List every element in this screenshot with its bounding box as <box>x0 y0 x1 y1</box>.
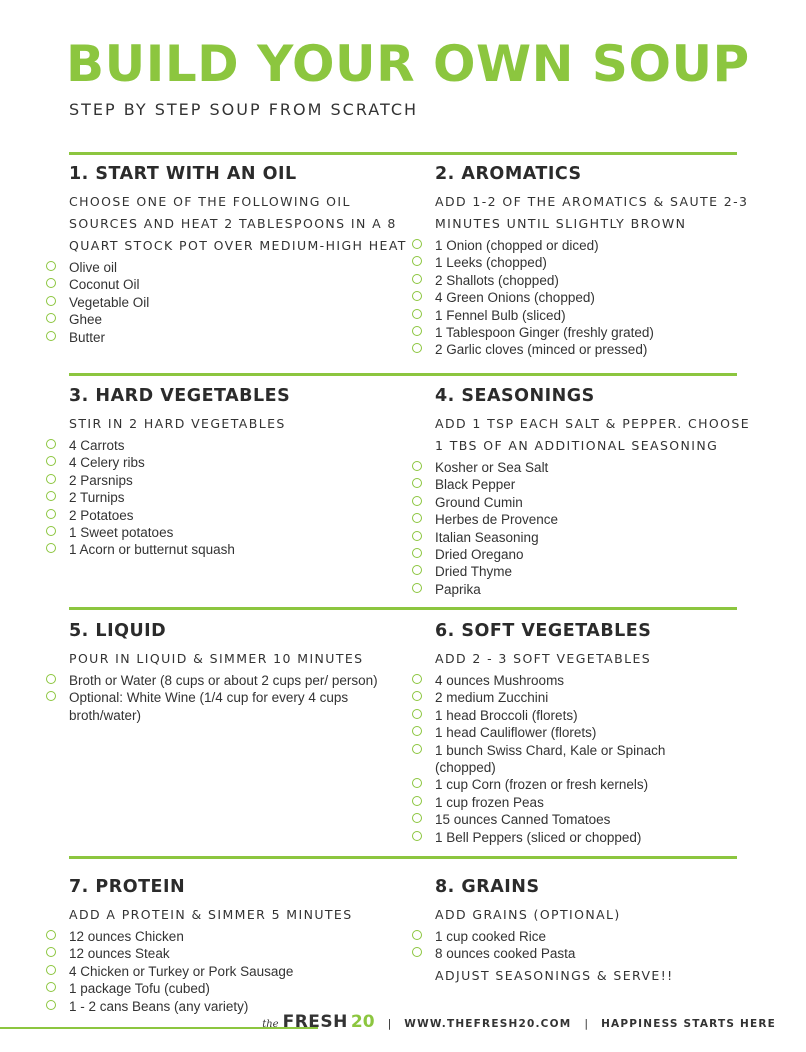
section-title: 8. GRAINS <box>435 877 540 897</box>
section-title: 2. AROMATICS <box>435 164 582 184</box>
list-item[interactable]: 1 Fennel Bulb (sliced) <box>435 307 755 324</box>
list-item[interactable]: 4 Chicken or Turkey or Pork Sausage <box>69 963 399 980</box>
list-item[interactable]: 1 Tablespoon Ginger (freshly grated) <box>435 324 755 341</box>
page-subtitle: STEP BY STEP SOUP FROM SCRATCH <box>69 100 419 119</box>
footer <box>262 1012 776 1036</box>
list-item[interactable]: 1 Leeks (chopped) <box>435 254 755 271</box>
list-item[interactable]: 2 Turnips <box>69 489 399 506</box>
circle-outline-icon[interactable] <box>412 256 422 266</box>
list-item[interactable]: Herbes de Provence <box>435 511 755 528</box>
footer-separator: | <box>387 1017 392 1030</box>
circle-outline-icon[interactable] <box>46 674 56 684</box>
circle-outline-icon[interactable] <box>46 509 56 519</box>
list-item[interactable]: 1 package Tofu (cubed) <box>69 980 399 997</box>
circle-outline-icon[interactable] <box>46 930 56 940</box>
circle-outline-icon[interactable] <box>46 331 56 341</box>
section-divider <box>69 607 737 610</box>
section-seasonings <box>435 385 755 598</box>
section-title: 4. SEASONINGS <box>435 386 595 406</box>
list-item[interactable]: 1 - 2 cans Beans (any variety) <box>69 998 399 1015</box>
ingredient-list <box>69 437 399 559</box>
circle-outline-icon[interactable] <box>412 478 422 488</box>
circle-outline-icon[interactable] <box>46 491 56 501</box>
ingredient-list <box>435 928 755 963</box>
circle-outline-icon[interactable] <box>412 744 422 754</box>
section-hard-vegetables <box>69 385 399 559</box>
section-aromatics <box>435 163 755 359</box>
list-item[interactable]: 2 medium Zucchini <box>435 689 685 706</box>
circle-outline-icon[interactable] <box>412 709 422 719</box>
circle-outline-icon[interactable] <box>412 726 422 736</box>
list-item[interactable]: Broth or Water (8 cups or about 2 cups per/ person) <box>69 672 389 689</box>
list-item[interactable]: 1 Sweet potatoes <box>69 524 399 541</box>
list-item[interactable]: Paprika <box>435 581 755 598</box>
section-title: 5. LIQUID <box>69 621 167 641</box>
circle-outline-icon[interactable] <box>46 456 56 466</box>
circle-outline-icon[interactable] <box>46 526 56 536</box>
ingredient-list <box>435 459 755 598</box>
section-title: 7. PROTEIN <box>69 877 186 897</box>
list-item[interactable]: Dried Thyme <box>435 563 755 580</box>
circle-outline-icon[interactable] <box>412 531 422 541</box>
section-title: 6. SOFT VEGETABLES <box>435 621 652 641</box>
circle-outline-icon[interactable] <box>46 261 56 271</box>
section-instructions: ADD 1 TSP EACH SALT & PEPPER. CHOOSE 1 TBS OF AN ADDITIONAL SEASONING <box>435 416 751 453</box>
list-item[interactable]: Butter <box>69 329 409 346</box>
section-protein <box>69 876 399 1015</box>
circle-outline-icon[interactable] <box>412 239 422 249</box>
list-item[interactable]: Coconut Oil <box>69 276 409 293</box>
section-instructions: ADD 2 - 3 SOFT VEGETABLES <box>435 651 652 666</box>
circle-outline-icon[interactable] <box>46 965 56 975</box>
list-item[interactable]: 2 Garlic cloves (minced or pressed) <box>435 341 755 358</box>
circle-outline-icon[interactable] <box>412 583 422 593</box>
list-item[interactable]: Optional: White Wine (1/4 cup for every 4 cups broth/water) <box>69 689 389 724</box>
list-item[interactable]: 12 ounces Chicken <box>69 928 399 945</box>
circle-outline-icon[interactable] <box>46 474 56 484</box>
list-item[interactable]: 1 cup frozen Peas <box>435 794 685 811</box>
list-item[interactable]: 1 cup cooked Rice <box>435 928 755 945</box>
circle-outline-icon[interactable] <box>412 274 422 284</box>
circle-outline-icon[interactable] <box>412 778 422 788</box>
circle-outline-icon[interactable] <box>46 1000 56 1010</box>
circle-outline-icon[interactable] <box>46 982 56 992</box>
ingredient-list <box>69 672 389 724</box>
list-item[interactable]: 1 head Cauliflower (florets) <box>435 724 685 741</box>
circle-outline-icon[interactable] <box>412 496 422 506</box>
list-item[interactable]: Ghee <box>69 311 409 328</box>
section-oil <box>69 163 409 346</box>
ingredient-list <box>435 237 755 359</box>
section-instructions: ADD A PROTEIN & SIMMER 5 MINUTES <box>69 907 353 922</box>
page-title: BUILD YOUR OWN SOUP <box>66 35 750 93</box>
section-instructions: POUR IN LIQUID & SIMMER 10 MINUTES <box>69 651 364 666</box>
circle-outline-icon[interactable] <box>412 831 422 841</box>
footer-separator: | <box>584 1017 589 1030</box>
list-item[interactable]: 1 cup Corn (frozen or fresh kernels) <box>435 776 685 793</box>
section-title: 1. START WITH AN OIL <box>69 164 297 184</box>
list-item[interactable]: 4 Celery ribs <box>69 454 399 471</box>
list-item[interactable]: 1 Acorn or butternut squash <box>69 541 399 558</box>
circle-outline-icon[interactable] <box>412 326 422 336</box>
list-item[interactable]: Vegetable Oil <box>69 294 409 311</box>
list-item[interactable]: 2 Shallots (chopped) <box>435 272 755 289</box>
list-item[interactable]: 4 ounces Mushrooms <box>435 672 685 689</box>
list-item[interactable]: 4 Carrots <box>69 437 399 454</box>
section-divider <box>69 152 737 155</box>
list-item[interactable]: 15 ounces Canned Tomatoes <box>435 811 685 828</box>
section-divider <box>69 373 737 376</box>
circle-outline-icon[interactable] <box>46 947 56 957</box>
circle-outline-icon[interactable] <box>412 343 422 353</box>
section-grains <box>435 876 755 989</box>
circle-outline-icon[interactable] <box>412 813 422 823</box>
footer-website-link[interactable]: WWW.THEFRESH20.COM <box>404 1018 572 1030</box>
circle-outline-icon[interactable] <box>412 461 422 471</box>
list-item[interactable]: Dried Oregano <box>435 546 755 563</box>
circle-outline-icon[interactable] <box>412 796 422 806</box>
circle-outline-icon[interactable] <box>46 278 56 288</box>
circle-outline-icon[interactable] <box>412 674 422 684</box>
circle-outline-icon[interactable] <box>46 439 56 449</box>
circle-outline-icon[interactable] <box>412 291 422 301</box>
list-item[interactable]: 2 Potatoes <box>69 507 399 524</box>
circle-outline-icon[interactable] <box>412 565 422 575</box>
section-soft-vegetables <box>435 620 755 846</box>
section-liquid <box>69 620 389 724</box>
final-note: ADJUST SEASONINGS & SERVE!! <box>435 967 674 983</box>
list-item[interactable]: Kosher or Sea Salt <box>435 459 755 476</box>
circle-outline-icon[interactable] <box>46 543 56 553</box>
ingredient-list <box>69 928 399 1015</box>
circle-outline-icon[interactable] <box>412 548 422 558</box>
circle-outline-icon[interactable] <box>46 313 56 323</box>
list-item[interactable]: 1 Onion (chopped or diced) <box>435 237 755 254</box>
circle-outline-icon[interactable] <box>412 930 422 940</box>
circle-outline-icon[interactable] <box>46 691 56 701</box>
list-item[interactable]: Ground Cumin <box>435 494 755 511</box>
section-instructions: CHOOSE ONE OF THE FOLLOWING OIL SOURCES AND HEAT 2 TABLESPOONS IN A 8 QUART STOCK POT OVER MEDIUM-HIGH HEAT <box>69 194 407 253</box>
list-item[interactable]: 1 Bell Peppers (sliced or chopped) <box>435 829 685 846</box>
list-item[interactable]: 1 bunch Swiss Chard, Kale or Spinach (chopped) <box>435 742 685 777</box>
footer-tagline: HAPPINESS STARTS HERE <box>601 1018 776 1030</box>
list-item[interactable]: Olive oil <box>69 259 409 276</box>
brand-logo-the: the <box>262 1019 279 1030</box>
circle-outline-icon[interactable] <box>412 691 422 701</box>
circle-outline-icon[interactable] <box>46 296 56 306</box>
circle-outline-icon[interactable] <box>412 947 422 957</box>
section-title: 3. HARD VEGETABLES <box>69 386 291 406</box>
list-item[interactable]: Black Pepper <box>435 476 755 493</box>
list-item[interactable]: 8 ounces cooked Pasta <box>435 945 755 962</box>
list-item[interactable]: Italian Seasoning <box>435 529 755 546</box>
list-item[interactable]: 4 Green Onions (chopped) <box>435 289 755 306</box>
list-item[interactable]: 12 ounces Steak <box>69 945 399 962</box>
list-item[interactable]: 2 Parsnips <box>69 472 399 489</box>
section-instructions: STIR IN 2 HARD VEGETABLES <box>69 416 286 431</box>
circle-outline-icon[interactable] <box>412 513 422 523</box>
brand-logo-fresh: FRESH <box>282 1012 348 1032</box>
section-instructions: ADD GRAINS (OPTIONAL) <box>435 907 621 922</box>
circle-outline-icon[interactable] <box>412 309 422 319</box>
brand-logo-20: 20 <box>350 1012 375 1032</box>
section-divider <box>69 856 737 859</box>
section-instructions: ADD 1-2 OF THE AROMATICS & SAUTE 2-3 MINUTES UNTIL SLIGHTLY BROWN <box>435 194 749 231</box>
ingredient-list <box>69 259 409 346</box>
ingredient-list <box>435 672 685 846</box>
list-item[interactable]: 1 head Broccoli (florets) <box>435 707 685 724</box>
